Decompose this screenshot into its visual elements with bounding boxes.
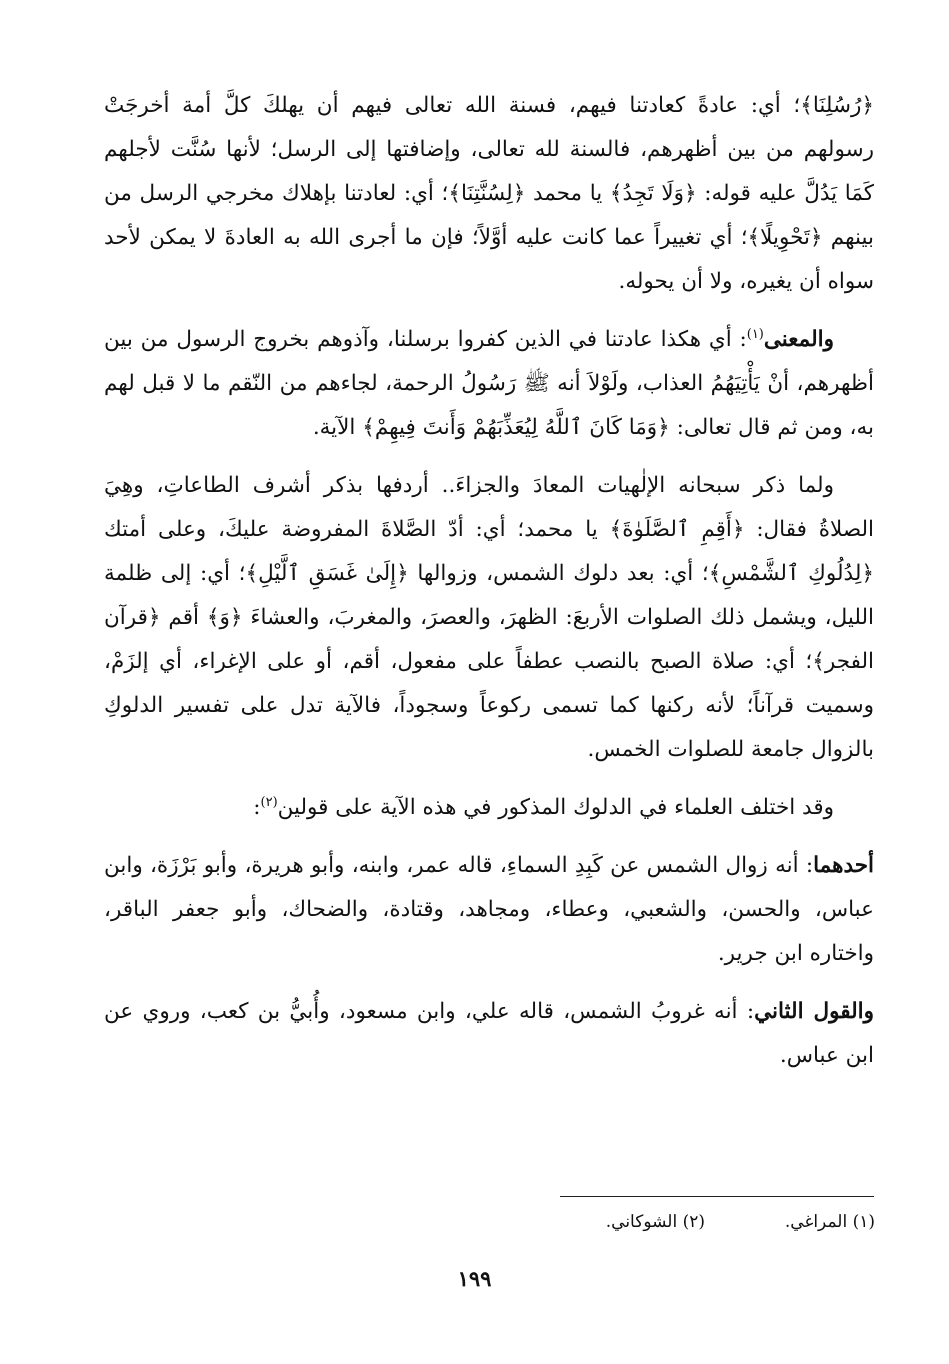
paragraph-2-text: : أي هكذا عادتنا في الذين كفروا برسلنا، وآذوهم بخروج الرسول من بين أظهرهم، أنْ يَأْتِيَهُمُ العذاب، ولَوْلاَ أنه ﷺ رَسُولُ الرحمة، لجاءهم من النّقم ما لا قبل لهم به، ومن ثم قال تعالى: ﴿وَمَا كَانَ ٱللَّهُ لِيُعَذِّبَهُمْ وَأَنتَ فِيهِمْ﴾ الآية. — [104, 327, 874, 440]
paragraph-4-tail: : — [253, 795, 261, 820]
paragraph-5-lead: أحدهما — [813, 853, 874, 878]
paragraph-2 — [104, 318, 874, 450]
paragraph-5 — [104, 844, 874, 976]
footnote-ref-1: (١) — [746, 326, 764, 342]
page-body — [104, 84, 874, 1092]
footnote-separator — [560, 1196, 874, 1197]
paragraph-6 — [104, 990, 874, 1078]
paragraph-3 — [104, 464, 874, 772]
paragraph-5-text: : أنه زوال الشمس عن كَبِدِ السماءِ، قاله عمر، وابنه، وأبو هريرة، وأبو بَرْزَة، وابن عباس، والحسن، والشعبي، وعطاء، ومجاهد، وقتادة، والضحاك، وأبو جعفر الباقر، واختاره ابن جرير. — [104, 853, 874, 966]
footnote-1: (١) المراغي. — [784, 1212, 875, 1232]
page-number: ١٩٩ — [457, 1266, 492, 1291]
footnotes — [375, 1212, 875, 1242]
paragraph-6-text: : أنه غروبُ الشمس، قاله علي، وابن مسعود، وأُبيُّ بن كعب، وروي عن ابن عباس. — [104, 999, 874, 1068]
paragraph-4-text: وقد اختلف العلماء في الدلوك المذكور في هذه الآية على قولين — [277, 795, 834, 820]
paragraph-2-lead: والمعنى — [763, 327, 834, 352]
footnote-ref-2: (٢) — [260, 794, 278, 810]
paragraph-6-lead: والقول الثاني — [754, 999, 875, 1024]
paragraph-1 — [104, 84, 874, 304]
footnote-2: (٢) الشوكاني. — [605, 1212, 705, 1232]
paragraph-3-text: ولما ذكر سبحانه الإلٰهيات المعادَ والجزاءَ.. أردفها بذكر أشرف الطاعاتِ، وهِيَ الصلاةُ فقال: ﴿أَقِمِ ٱلصَّلَوٰةَ﴾ يا محمد؛ أي: أدّ الصَّلاةَ المفروضة عليكَ، وعلى أمتك ﴿لِدُلُوكِ ٱلشَّمْسِ﴾؛ أي: بعد دلوك الشمس، وزوالها ﴿إِلَىٰ غَسَقِ ٱلَّيْلِ﴾؛ أي: إلى ظلمة الليل، ويشمل ذلك الصلوات الأربعَ: الظهرَ، والعصرَ، والمغربَ، والعشاءَ ﴿وَ﴾ أقم ﴿قرآن الفجر﴾؛ أي: صلاة الصبح بالنصب عطفاً على مفعول، أقم، أو على الإغراء، أي إلزَمْ، وسميت قرآناً؛ لأنه ركنها كما تسمى ركوعاً وسجوداً، فالآية تدل على تفسير الدلوكِ بالزوال جامعة للصلوات الخمس. — [104, 473, 874, 762]
paragraph-1-text: ﴿رُسُلِنَا﴾؛ أي: عادةً كعادتنا فيهم، فسنة الله تعالى فيهم أن يهلكَ كلَّ أمة أخرجَتْ رسولهم من بين أظهرهم، فالسنة لله تعالى، وإضافتها إلى الرسل؛ لأنها سُنَّت لأجلهم كَمَا يَدُلَّ عليه قوله: ﴿وَلَا تَجِدُ﴾ يا محمد ﴿لِسُنَّتِنَا﴾؛ أي: لعادتنا بإهلاك مخرجي الرسل من بينهم ﴿تَحْوِيلًا﴾؛ أي تغييراً عما كانت عليه أوَّلاً؛ فإن ما أجرى الله به العادةَ لا يمكن لأحد سواه أن يغيره، ولا أن يحوله. — [104, 93, 874, 294]
paragraph-4 — [104, 786, 874, 830]
